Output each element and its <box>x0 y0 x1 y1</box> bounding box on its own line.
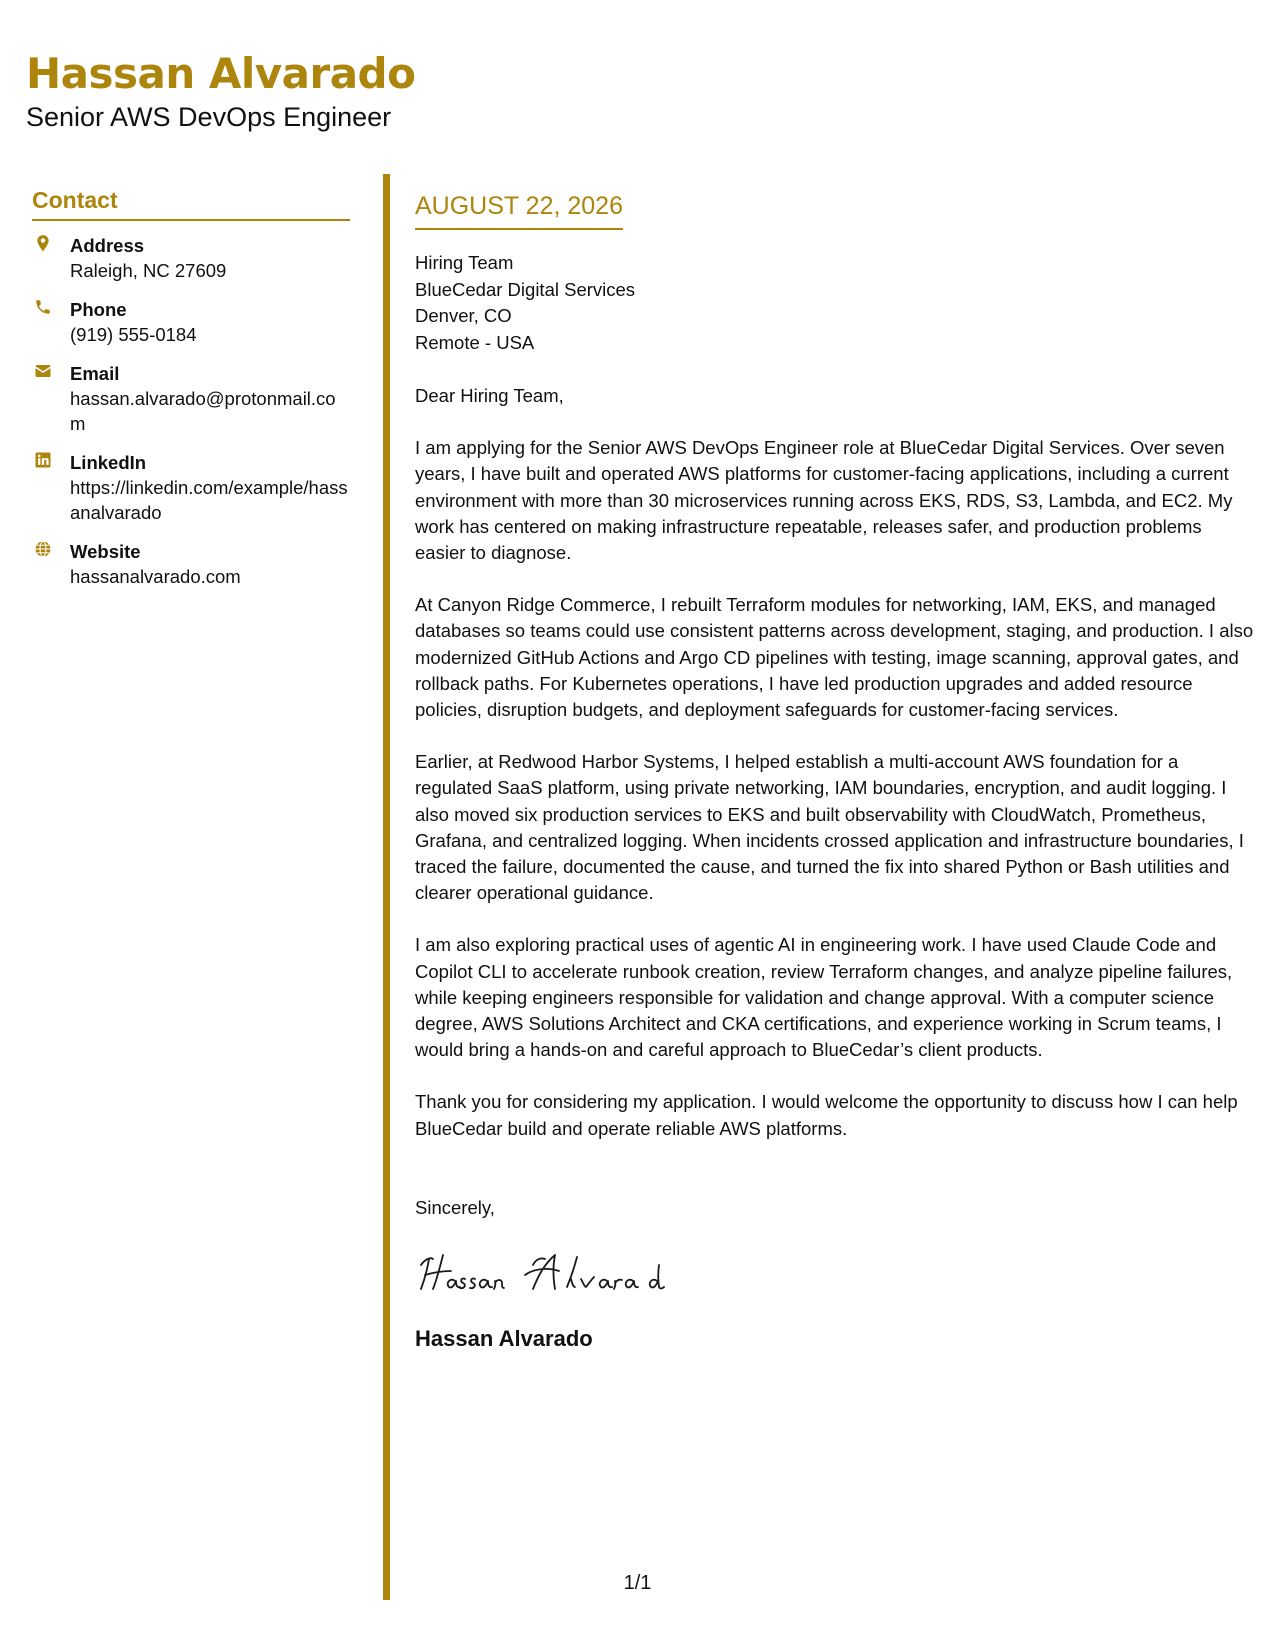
recipient-line: BlueCedar Digital Services <box>415 278 636 300</box>
phone-icon <box>33 297 53 317</box>
letter-body <box>415 190 1255 1353</box>
closing: Sincerely, <box>415 1196 495 1218</box>
letter-date: AUGUST 22, 2026 <box>415 190 623 230</box>
letter-paragraph: I am applying for the Senior AWS DevOps Engineer role at BlueCedar Digital Services. Over seven years, I have built and operated AWS platforms for customer-facing applications, including a current environment with more than 30 microservices running across EKS, RDS, S3, Lambda, and EC2. My work has centered on making infrastructure repeatable, releases safer, and production problems easier to diagnose. <box>415 437 1233 564</box>
applicant-name: Hassan Alvarado <box>26 49 416 98</box>
handwritten-signature <box>415 1245 1255 1303</box>
contact-label: Phone <box>70 299 127 320</box>
letter-paragraph: At Canyon Ridge Commerce, I rebuilt Terraform modules for networking, IAM, EKS, and managed databases so teams could use consistent patterns across development, staging, and production. I also modernized GitHub Actions and Argo CD pipelines with testing, image scanning, approval gates, and rollback paths. For Kubernetes operations, I have led production upgrades and added resource policies, disruption budgets, and deployment safeguards for customer-facing services. <box>415 594 1254 721</box>
contact-value: Raleigh, NC 27609 <box>70 260 227 281</box>
recipient-line: Remote - USA <box>415 331 535 353</box>
contact-label: LinkedIn <box>70 452 147 473</box>
globe-icon <box>33 539 53 559</box>
contact-label: Address <box>70 235 145 256</box>
letter-paragraph: I am also exploring practical uses of agentic AI in engineering work. I have used Claude Code and Copilot CLI to accelerate runbook creation, review Terraform changes, and analyze pipeline failures, while keeping engineers responsible for validation and change approval. With a computer science degree, AWS Solutions Architect and CKA certifications, and experience working in Scrum teams, I would bring a hands-on and careful approach to BlueCedar’s client products. <box>415 934 1233 1061</box>
recipient-block <box>415 250 1255 356</box>
linkedin-icon <box>33 450 53 470</box>
contact-label: Email <box>70 363 120 384</box>
letter-paragraph: Thank you for considering my application. I would welcome the opportunity to discuss how I can help BlueCedar build and operate reliable AWS platforms. <box>415 1091 1238 1139</box>
contact-item-address <box>32 233 350 283</box>
letter-paragraph: Earlier, at Redwood Harbor Systems, I helped establish a multi-account AWS foundation for a regulated SaaS platform, using private networking, IAM boundaries, encryption, and audit logging. I also moved six production services to EKS and built observability with CloudWatch, Prometheus, Grafana, and centralized logging. When incidents crossed application and infrastructure boundaries, I traced the failure, documented the cause, and turned the fix into shared Python or Bash utilities and clearer operational guidance. <box>415 751 1244 904</box>
contact-heading: Contact <box>32 186 350 221</box>
page-number: 1/1 <box>623 1572 652 1594</box>
signed-name: Hassan Alvarado <box>415 1326 593 1352</box>
recipient-line: Hiring Team <box>415 252 514 273</box>
contact-sidebar <box>32 186 350 589</box>
recipient-line: Denver, CO <box>415 305 512 326</box>
linkedin-link[interactable]: https://linkedin.com/example/hassanalvarado <box>70 477 348 523</box>
map-pin-icon <box>33 233 53 253</box>
vertical-divider <box>383 174 390 1600</box>
contact-item-website <box>32 539 350 589</box>
contact-item-email <box>32 361 350 436</box>
envelope-icon <box>33 361 53 381</box>
salutation: Dear Hiring Team, <box>415 385 564 406</box>
contact-item-linkedin <box>32 450 350 525</box>
applicant-title: Senior AWS DevOps Engineer <box>26 102 392 132</box>
website-link[interactable]: hassanalvarado.com <box>70 566 241 587</box>
contact-label: Website <box>70 541 141 562</box>
contact-value: (919) 555-0184 <box>70 324 197 345</box>
contact-item-phone <box>32 297 350 347</box>
contact-value: hassan.alvarado@protonmail.com <box>70 388 336 434</box>
